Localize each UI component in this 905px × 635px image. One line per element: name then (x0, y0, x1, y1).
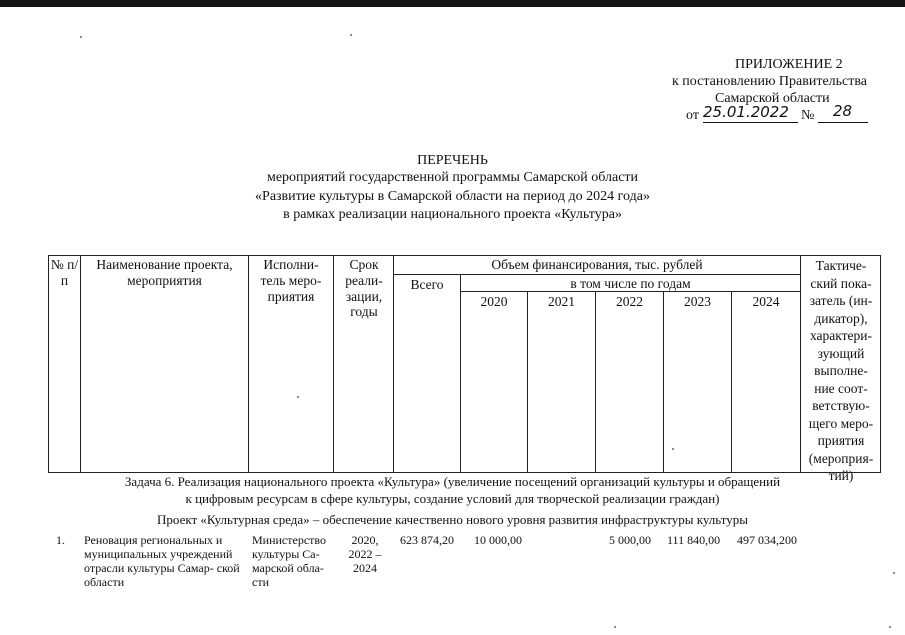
task-line-1: Задача 6. Реализация национального проекта «Культура» (увеличение посещений организаций культуры и обращений (124, 474, 781, 489)
project-line: Проект «Культурная среда» – обеспечение качественно нового уровня развития инфраструктуры культуры (157, 512, 748, 527)
column-header-term: Срок реали- зации, годы (345, 257, 383, 320)
column-header-total: Всего (410, 277, 444, 292)
row-total: 623 874,20 (400, 533, 454, 547)
column-header-executor: Исполни- тель меро- приятия (260, 257, 322, 304)
number-underline (818, 122, 868, 123)
column-header-number: № п/п (50, 257, 79, 288)
column-header-year-2022: 2022 (616, 294, 643, 309)
document-title-line-1: мероприятий государственной программы Самарской области (266, 170, 639, 185)
column-header-by-years: в том числе по годам (570, 276, 691, 291)
task-line-2: к цифровым ресурсам в сфере культуры, создание условий для творческой реализации граждан) (185, 491, 720, 506)
column-header-year-2021: 2021 (548, 294, 575, 309)
appendix-line-2: Самарской области (715, 91, 830, 106)
row-2022: 5 000,00 (609, 533, 651, 547)
document-title-line-3: в рамках реализации национального проекта «Культура» (283, 207, 622, 222)
column-header-indicator: Тактиче- ский пока- затель (ин- дикатор), характери- зующий выполне- ние соот- ветствую- щего меро- приятия (мероприя- тий) (808, 258, 874, 483)
handwritten-number: 28 (833, 102, 853, 120)
appendix-title: ПРИЛОЖЕНИЕ 2 (735, 57, 843, 72)
handwritten-date: 25.01.2022 (703, 103, 789, 121)
appendix-line-1: к постановлению Правительства (672, 74, 868, 89)
column-header-year-2020: 2020 (480, 294, 508, 309)
row-2023: 111 840,00 (667, 533, 721, 547)
column-header-year-2024: 2024 (752, 294, 780, 309)
row-number: 1. (56, 533, 65, 547)
row-name: Реновация региональных и муниципальных учреждений отрасли культуры Самар- ской области (84, 533, 240, 589)
scan-top-border (0, 0, 905, 7)
column-header-year-2023: 2023 (684, 294, 711, 309)
document-heading: ПЕРЕЧЕНЬ (417, 153, 488, 168)
number-label: № (801, 108, 815, 123)
document-title-line-2: «Развитие культуры в Самарской области на период до 2024 года» (255, 189, 650, 204)
column-header-funding: Объем финансирования, тыс. рублей (491, 257, 703, 272)
column-header-name: Наименование проекта, мероприятия (96, 257, 233, 288)
row-executor: Министерство культуры Са- марской обла- сти (252, 533, 326, 589)
row-term: 2020, 2022 – 2024 (348, 533, 382, 575)
date-prefix: от (686, 108, 699, 123)
row-2024: 497 034,200 (737, 533, 797, 547)
row-2020: 10 000,00 (474, 533, 522, 547)
date-underline (703, 122, 798, 123)
